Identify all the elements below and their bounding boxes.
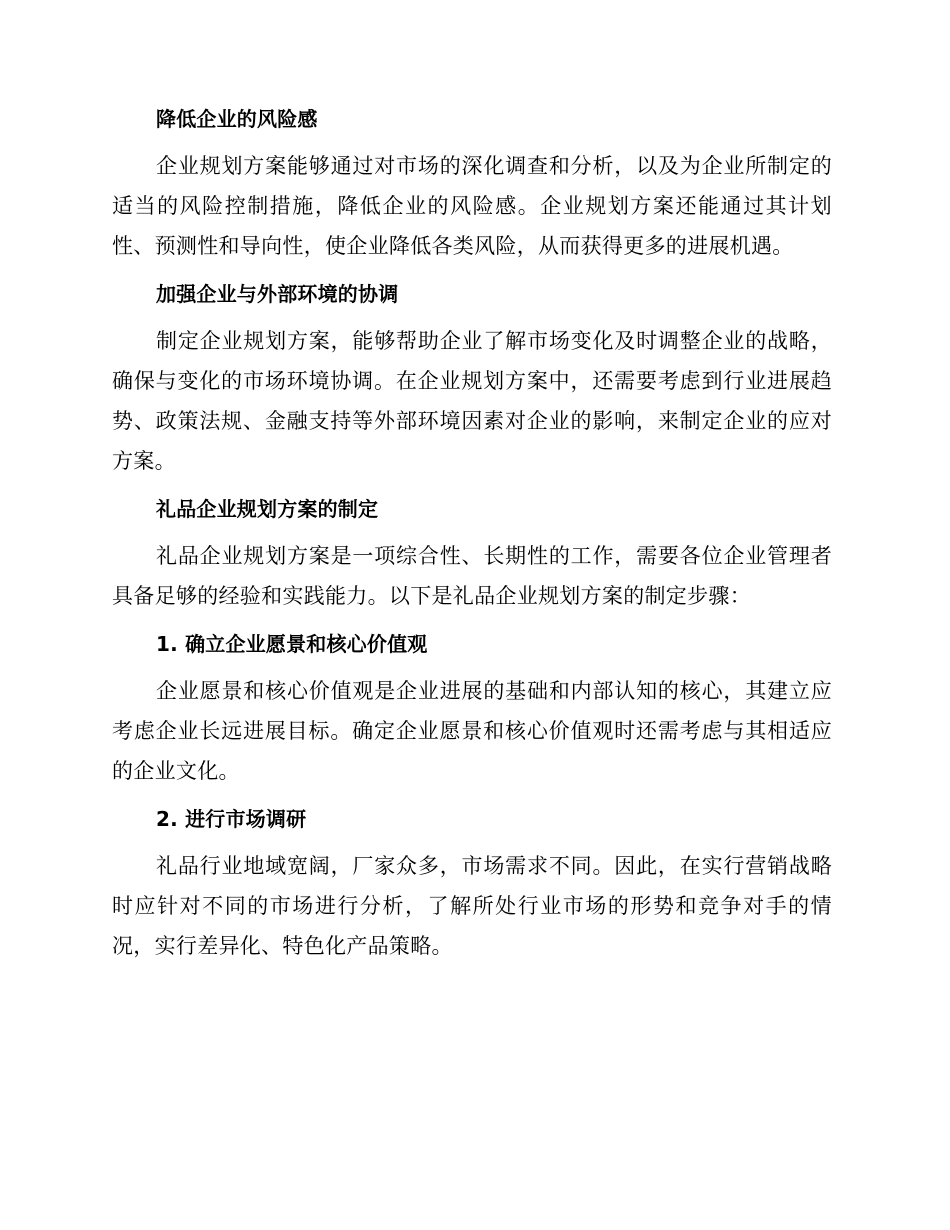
section-heading-environment: 加强企业与外部环境的协调 xyxy=(156,282,399,306)
section-heading-market-research: 2. 进行市场调研 xyxy=(156,807,307,831)
section-heading-risk: 降低企业的风险感 xyxy=(156,107,318,131)
section-paragraph-market-research: 礼品行业地域宽阔，厂家众多，市场需求不同。因此，在实行营销战略时应针对不同的市场进行分析，了解所处行业市场的形势和竞争对手的情况，实行差异化、特色化产品策略。 xyxy=(112,854,832,958)
section-paragraph-vision: 企业愿景和核心价值观是企业进展的基础和内部认知的核心，其建立应考虑企业长远进展目标。确定企业愿景和核心价值观时还需考虑与其相适应的企业文化。 xyxy=(112,679,832,783)
section-paragraph-environment: 制定企业规划方案，能够帮助企业了解市场变化及时调整企业的战略，确保与变化的市场环境协调。在企业规划方案中，还需要考虑到行业进展趋势、政策法规、金融支持等外部环境因素对企业的影响，来制定企业的应对方案。 xyxy=(112,329,832,473)
section-heading-vision: 1. 确立企业愿景和核心价值观 xyxy=(156,632,428,656)
section-paragraph-risk: 企业规划方案能够通过对市场的深化调查和分析，以及为企业所制定的适当的风险控制措施，降低企业的风险感。企业规划方案还能通过其计划性、预测性和导向性，使企业降低各类风险，从而获得更多的进展机遇。 xyxy=(112,154,832,258)
document-page xyxy=(112,104,832,979)
section-paragraph-planning: 礼品企业规划方案是一项综合性、长期性的工作，需要各位企业管理者具备足够的经验和实践能力。以下是礼品企业规划方案的制定步骤： xyxy=(112,544,832,608)
section-heading-planning: 礼品企业规划方案的制定 xyxy=(156,497,379,521)
